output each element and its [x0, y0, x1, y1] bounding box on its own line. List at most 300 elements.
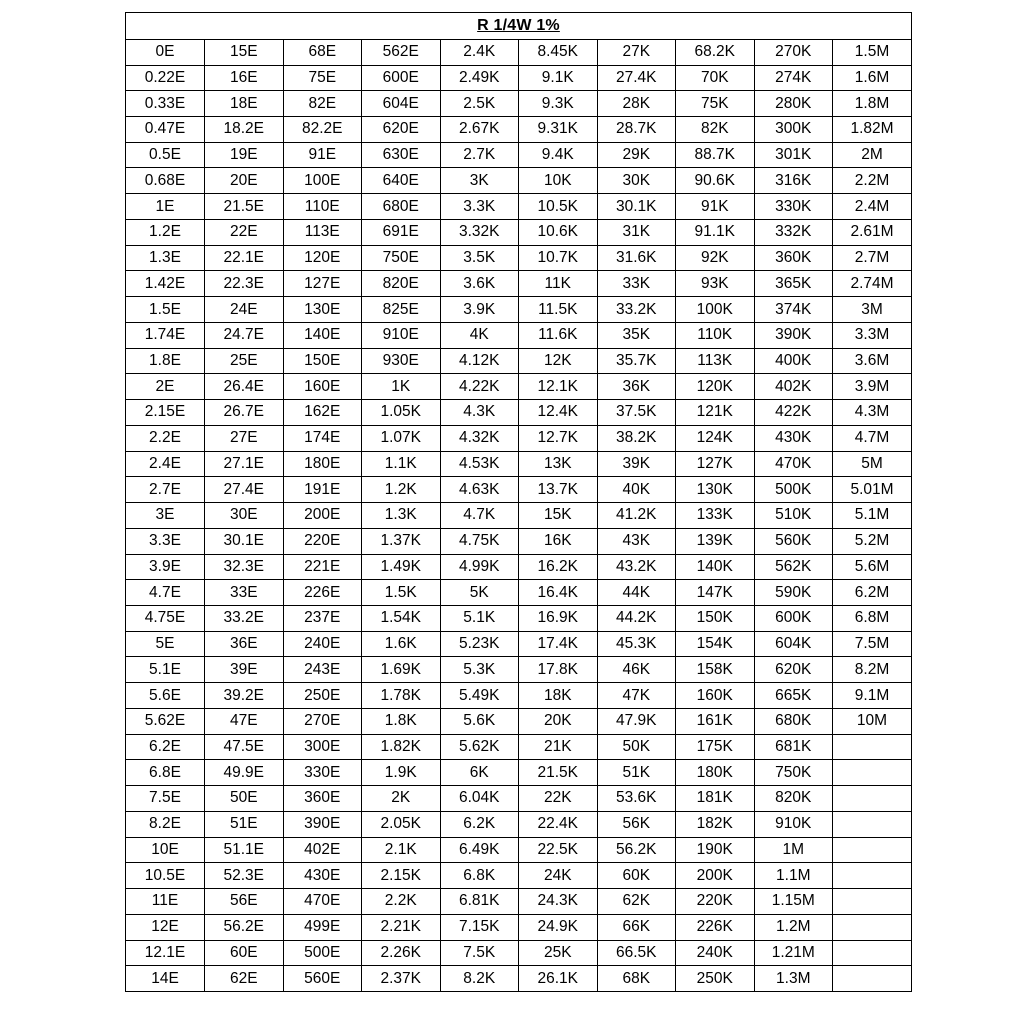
- table-cell: 1.8M: [833, 91, 912, 117]
- table-cell: 402E: [283, 837, 362, 863]
- table-cell: 1.2M: [754, 914, 833, 940]
- table-cell: 12K: [519, 348, 598, 374]
- table-cell: 2.74M: [833, 271, 912, 297]
- table-cell: 140K: [676, 554, 755, 580]
- table-cell: 220E: [283, 528, 362, 554]
- table-cell: 62K: [597, 889, 676, 915]
- table-cell: 820K: [754, 786, 833, 812]
- table-cell: 10.6K: [519, 219, 598, 245]
- table-cell: 3.9E: [126, 554, 205, 580]
- table-row: [126, 503, 911, 529]
- table-cell: 226E: [283, 580, 362, 606]
- table-cell: 91E: [283, 142, 362, 168]
- table-cell: 4.7K: [440, 503, 519, 529]
- table-cell: 2.15E: [126, 400, 205, 426]
- table-cell: 250E: [283, 683, 362, 709]
- table-cell: 600E: [362, 65, 441, 91]
- table-cell: 316K: [754, 168, 833, 194]
- table-cell: 470E: [283, 889, 362, 915]
- table-row: [126, 554, 911, 580]
- table-cell: 120K: [676, 374, 755, 400]
- table-cell: 4.75K: [440, 528, 519, 554]
- table-cell: 130E: [283, 297, 362, 323]
- table-cell: 113K: [676, 348, 755, 374]
- table-cell: 1.8K: [362, 708, 441, 734]
- table-cell: 19E: [205, 142, 284, 168]
- table-cell: 2.4K: [440, 40, 519, 65]
- table-cell: 1.21M: [754, 940, 833, 966]
- table-cell: 39.2E: [205, 683, 284, 709]
- table-cell: 2.4E: [126, 451, 205, 477]
- table-cell: 16E: [205, 65, 284, 91]
- table-cell: 1.5E: [126, 297, 205, 323]
- table-cell: 43K: [597, 528, 676, 554]
- table-cell: 590K: [754, 580, 833, 606]
- table-cell: 150K: [676, 605, 755, 631]
- table-cell: 190K: [676, 837, 755, 863]
- table-cell: 32.3E: [205, 554, 284, 580]
- table-cell: 13K: [519, 451, 598, 477]
- table-cell: 1.74E: [126, 322, 205, 348]
- table-cell: 88.7K: [676, 142, 755, 168]
- table-cell: 56K: [597, 811, 676, 837]
- table-cell: 30K: [597, 168, 676, 194]
- table-cell: 510K: [754, 503, 833, 529]
- table-cell: 2.2K: [362, 889, 441, 915]
- table-cell: 35.7K: [597, 348, 676, 374]
- table-cell: 5M: [833, 451, 912, 477]
- table-row: [126, 940, 911, 966]
- table-cell: 1.1K: [362, 451, 441, 477]
- table-cell: 430E: [283, 863, 362, 889]
- table-cell: 158K: [676, 657, 755, 683]
- table-cell: 3.3M: [833, 322, 912, 348]
- table-cell: 18K: [519, 683, 598, 709]
- table-cell: 3.32K: [440, 219, 519, 245]
- table-cell: 7.5E: [126, 786, 205, 812]
- table-cell: 2M: [833, 142, 912, 168]
- table-cell: 500K: [754, 477, 833, 503]
- table-cell: 43.2K: [597, 554, 676, 580]
- table-cell: 24.3K: [519, 889, 598, 915]
- table-cell: 6.8E: [126, 760, 205, 786]
- table-cell: 9.4K: [519, 142, 598, 168]
- table-cell: 360K: [754, 245, 833, 271]
- table-cell: 16.2K: [519, 554, 598, 580]
- table-cell: 5K: [440, 580, 519, 606]
- table-cell: 1.82M: [833, 117, 912, 143]
- table-cell: 82.2E: [283, 117, 362, 143]
- table-cell: 47E: [205, 708, 284, 734]
- table-cell: 11.5K: [519, 297, 598, 323]
- table-cell: 49.9E: [205, 760, 284, 786]
- table-cell: 16.9K: [519, 605, 598, 631]
- table-cell: 620K: [754, 657, 833, 683]
- table-cell: 22.4K: [519, 811, 598, 837]
- table-row: [126, 966, 911, 991]
- table-cell: 681K: [754, 734, 833, 760]
- table-cell: 36K: [597, 374, 676, 400]
- table-cell: 390K: [754, 322, 833, 348]
- table-cell: 47.9K: [597, 708, 676, 734]
- table-cell: 27.4K: [597, 65, 676, 91]
- table-cell: 15K: [519, 503, 598, 529]
- table-cell: 12.1E: [126, 940, 205, 966]
- table-cell: 1.49K: [362, 554, 441, 580]
- table-cell: 110E: [283, 194, 362, 220]
- table-cell: 6.8K: [440, 863, 519, 889]
- table-cell: 2.15K: [362, 863, 441, 889]
- table-cell: 26.1K: [519, 966, 598, 991]
- table-cell: [833, 786, 912, 812]
- table-cell: [833, 914, 912, 940]
- table-row: [126, 374, 911, 400]
- table-cell: 6K: [440, 760, 519, 786]
- table-cell: 20E: [205, 168, 284, 194]
- table-cell: 562E: [362, 40, 441, 65]
- table-cell: 51K: [597, 760, 676, 786]
- table-cell: 21.5E: [205, 194, 284, 220]
- table-cell: 1.37K: [362, 528, 441, 554]
- values-grid: [126, 40, 911, 991]
- table-cell: 1.9K: [362, 760, 441, 786]
- table-cell: 1.69K: [362, 657, 441, 683]
- table-cell: 7.15K: [440, 914, 519, 940]
- table-cell: [833, 889, 912, 915]
- table-cell: 113E: [283, 219, 362, 245]
- table-cell: 130K: [676, 477, 755, 503]
- table-row: [126, 760, 911, 786]
- table-cell: 53.6K: [597, 786, 676, 812]
- table-cell: 28K: [597, 91, 676, 117]
- table-row: [126, 811, 911, 837]
- table-cell: 22.3E: [205, 271, 284, 297]
- table-cell: 280K: [754, 91, 833, 117]
- table-cell: 390E: [283, 811, 362, 837]
- table-cell: 301K: [754, 142, 833, 168]
- table-row: [126, 914, 911, 940]
- table-cell: 1.3M: [754, 966, 833, 991]
- table-row: [126, 348, 911, 374]
- table-cell: 1.2K: [362, 477, 441, 503]
- table-cell: 18.2E: [205, 117, 284, 143]
- table-cell: 5.6K: [440, 708, 519, 734]
- table-cell: [833, 966, 912, 991]
- table-cell: 82K: [676, 117, 755, 143]
- table-cell: 44K: [597, 580, 676, 606]
- table-cell: 200K: [676, 863, 755, 889]
- table-cell: 56.2K: [597, 837, 676, 863]
- table-cell: 33E: [205, 580, 284, 606]
- table-cell: 160K: [676, 683, 755, 709]
- table-cell: 60K: [597, 863, 676, 889]
- table-cell: 1M: [754, 837, 833, 863]
- table-cell: [833, 734, 912, 760]
- table-cell: 11E: [126, 889, 205, 915]
- table-cell: 221E: [283, 554, 362, 580]
- table-cell: 15E: [205, 40, 284, 65]
- table-cell: 360E: [283, 786, 362, 812]
- table-cell: 4.3M: [833, 400, 912, 426]
- table-cell: 56E: [205, 889, 284, 915]
- table-cell: 75E: [283, 65, 362, 91]
- table-cell: 66.5K: [597, 940, 676, 966]
- table-cell: 124K: [676, 425, 755, 451]
- table-cell: 26.7E: [205, 400, 284, 426]
- table-cell: 1.15M: [754, 889, 833, 915]
- table-cell: 300K: [754, 117, 833, 143]
- table-cell: 825E: [362, 297, 441, 323]
- table-cell: 31K: [597, 219, 676, 245]
- table-cell: 4.99K: [440, 554, 519, 580]
- table-cell: 1.6K: [362, 631, 441, 657]
- table-cell: 150E: [283, 348, 362, 374]
- table-row: [126, 786, 911, 812]
- table-row: [126, 142, 911, 168]
- table-cell: 22E: [205, 219, 284, 245]
- table-cell: 17.4K: [519, 631, 598, 657]
- table-cell: 365K: [754, 271, 833, 297]
- table-cell: 91.1K: [676, 219, 755, 245]
- table-cell: 70K: [676, 65, 755, 91]
- table-cell: 12.4K: [519, 400, 598, 426]
- table-row: [126, 322, 911, 348]
- table-cell: 121K: [676, 400, 755, 426]
- table-row: [126, 631, 911, 657]
- table-cell: 8.2M: [833, 657, 912, 683]
- table-cell: 220K: [676, 889, 755, 915]
- table-cell: 92K: [676, 245, 755, 271]
- table-row: [126, 271, 911, 297]
- table-cell: 604E: [362, 91, 441, 117]
- table-cell: 91K: [676, 194, 755, 220]
- table-row: [126, 117, 911, 143]
- table-cell: 7.5K: [440, 940, 519, 966]
- table-cell: 147K: [676, 580, 755, 606]
- table-row: [126, 657, 911, 683]
- table-cell: 6.2M: [833, 580, 912, 606]
- table-row: [126, 194, 911, 220]
- table-cell: 2.7K: [440, 142, 519, 168]
- table-cell: 0.22E: [126, 65, 205, 91]
- table-cell: 270K: [754, 40, 833, 65]
- table-row: [126, 734, 911, 760]
- table-cell: 10E: [126, 837, 205, 863]
- table-cell: [833, 837, 912, 863]
- table-cell: 154K: [676, 631, 755, 657]
- table-row: [126, 400, 911, 426]
- table-cell: 35K: [597, 322, 676, 348]
- table-cell: 31.6K: [597, 245, 676, 271]
- table-cell: 1.05K: [362, 400, 441, 426]
- table-cell: 20K: [519, 708, 598, 734]
- table-cell: 75K: [676, 91, 755, 117]
- table-cell: 139K: [676, 528, 755, 554]
- table-cell: 2.5K: [440, 91, 519, 117]
- table-cell: 24.7E: [205, 322, 284, 348]
- table-title: R 1/4W 1%: [477, 17, 560, 34]
- table-cell: 4.75E: [126, 605, 205, 631]
- table-cell: 604K: [754, 631, 833, 657]
- table-cell: 1.3K: [362, 503, 441, 529]
- table-cell: 2.21K: [362, 914, 441, 940]
- table-cell: 140E: [283, 322, 362, 348]
- table-row: [126, 219, 911, 245]
- table-cell: 500E: [283, 940, 362, 966]
- table-cell: 38.2K: [597, 425, 676, 451]
- table-cell: 127K: [676, 451, 755, 477]
- table-row: [126, 425, 911, 451]
- table-cell: 12.7K: [519, 425, 598, 451]
- table-cell: 1.5M: [833, 40, 912, 65]
- table-row: [126, 297, 911, 323]
- table-cell: 12E: [126, 914, 205, 940]
- table-cell: 51.1E: [205, 837, 284, 863]
- table-row: [126, 168, 911, 194]
- table-cell: 499E: [283, 914, 362, 940]
- table-cell: 68.2K: [676, 40, 755, 65]
- table-cell: 560E: [283, 966, 362, 991]
- table-cell: 33.2E: [205, 605, 284, 631]
- table-cell: 6.2K: [440, 811, 519, 837]
- table-cell: 430K: [754, 425, 833, 451]
- table-cell: 68K: [597, 966, 676, 991]
- table-cell: 22K: [519, 786, 598, 812]
- table-cell: 6.04K: [440, 786, 519, 812]
- table-cell: 14E: [126, 966, 205, 991]
- table-cell: 750K: [754, 760, 833, 786]
- table-cell: 22.5K: [519, 837, 598, 863]
- table-cell: 5.3K: [440, 657, 519, 683]
- table-cell: 680K: [754, 708, 833, 734]
- table-row: [126, 683, 911, 709]
- table-row: [126, 477, 911, 503]
- table-cell: 25K: [519, 940, 598, 966]
- table-cell: 240K: [676, 940, 755, 966]
- table-cell: 4.7E: [126, 580, 205, 606]
- table-cell: 22.1E: [205, 245, 284, 271]
- table-cell: 12.1K: [519, 374, 598, 400]
- table-cell: 133K: [676, 503, 755, 529]
- table-cell: 10M: [833, 708, 912, 734]
- table-cell: 30.1K: [597, 194, 676, 220]
- table-cell: 4.3K: [440, 400, 519, 426]
- table-cell: 226K: [676, 914, 755, 940]
- table-cell: 250K: [676, 966, 755, 991]
- table-cell: 5.6M: [833, 554, 912, 580]
- table-row: [126, 245, 911, 271]
- table-cell: 50E: [205, 786, 284, 812]
- table-title-row: [126, 13, 911, 40]
- table-cell: 1K: [362, 374, 441, 400]
- table-cell: 3.3K: [440, 194, 519, 220]
- table-row: [126, 605, 911, 631]
- table-cell: 10.5E: [126, 863, 205, 889]
- table-cell: 2.05K: [362, 811, 441, 837]
- table-cell: 3E: [126, 503, 205, 529]
- table-cell: 175K: [676, 734, 755, 760]
- table-cell: 8.2E: [126, 811, 205, 837]
- table-cell: 3.5K: [440, 245, 519, 271]
- table-cell: 24E: [205, 297, 284, 323]
- table-row: [126, 65, 911, 91]
- table-cell: 29K: [597, 142, 676, 168]
- table-cell: 60E: [205, 940, 284, 966]
- table-cell: 820E: [362, 271, 441, 297]
- table-cell: 1.3E: [126, 245, 205, 271]
- table-cell: 13.7K: [519, 477, 598, 503]
- table-row: [126, 451, 911, 477]
- table-cell: 62E: [205, 966, 284, 991]
- table-cell: 2.61M: [833, 219, 912, 245]
- table-cell: 374K: [754, 297, 833, 323]
- table-cell: 6.2E: [126, 734, 205, 760]
- table-cell: 56.2E: [205, 914, 284, 940]
- table-cell: 1.78K: [362, 683, 441, 709]
- table-cell: 68E: [283, 40, 362, 65]
- table-cell: 182K: [676, 811, 755, 837]
- table-cell: 47.5E: [205, 734, 284, 760]
- table-cell: 5.6E: [126, 683, 205, 709]
- table-cell: 400K: [754, 348, 833, 374]
- table-cell: 4.63K: [440, 477, 519, 503]
- table-cell: 200E: [283, 503, 362, 529]
- table-cell: 2K: [362, 786, 441, 812]
- table-cell: 0.33E: [126, 91, 205, 117]
- table-cell: 191E: [283, 477, 362, 503]
- table-cell: 7.5M: [833, 631, 912, 657]
- table-cell: 39K: [597, 451, 676, 477]
- table-cell: 270E: [283, 708, 362, 734]
- table-cell: 620E: [362, 117, 441, 143]
- table-cell: 1.1M: [754, 863, 833, 889]
- table-cell: 4.22K: [440, 374, 519, 400]
- table-cell: 1E: [126, 194, 205, 220]
- table-cell: 4K: [440, 322, 519, 348]
- table-cell: 100K: [676, 297, 755, 323]
- table-cell: 27E: [205, 425, 284, 451]
- table-cell: 6.49K: [440, 837, 519, 863]
- table-cell: 37.5K: [597, 400, 676, 426]
- table-cell: [833, 760, 912, 786]
- table-cell: 3M: [833, 297, 912, 323]
- table-cell: 162E: [283, 400, 362, 426]
- table-cell: 24.9K: [519, 914, 598, 940]
- table-cell: 2.2M: [833, 168, 912, 194]
- table-cell: 25E: [205, 348, 284, 374]
- table-cell: 5.62K: [440, 734, 519, 760]
- table-cell: 52.3E: [205, 863, 284, 889]
- table-cell: 27.1E: [205, 451, 284, 477]
- table-cell: 110K: [676, 322, 755, 348]
- table-cell: 10.7K: [519, 245, 598, 271]
- table-row: [126, 837, 911, 863]
- table-cell: 50K: [597, 734, 676, 760]
- table-cell: 21.5K: [519, 760, 598, 786]
- table-cell: 1.82K: [362, 734, 441, 760]
- table-cell: 1.5K: [362, 580, 441, 606]
- table-cell: 10K: [519, 168, 598, 194]
- table-cell: 181K: [676, 786, 755, 812]
- table-cell: 2.4M: [833, 194, 912, 220]
- table-cell: 21K: [519, 734, 598, 760]
- table-cell: 100E: [283, 168, 362, 194]
- table-cell: 750E: [362, 245, 441, 271]
- table-cell: 5.1M: [833, 503, 912, 529]
- table-row: [126, 580, 911, 606]
- table-cell: [833, 811, 912, 837]
- table-cell: 1.2E: [126, 219, 205, 245]
